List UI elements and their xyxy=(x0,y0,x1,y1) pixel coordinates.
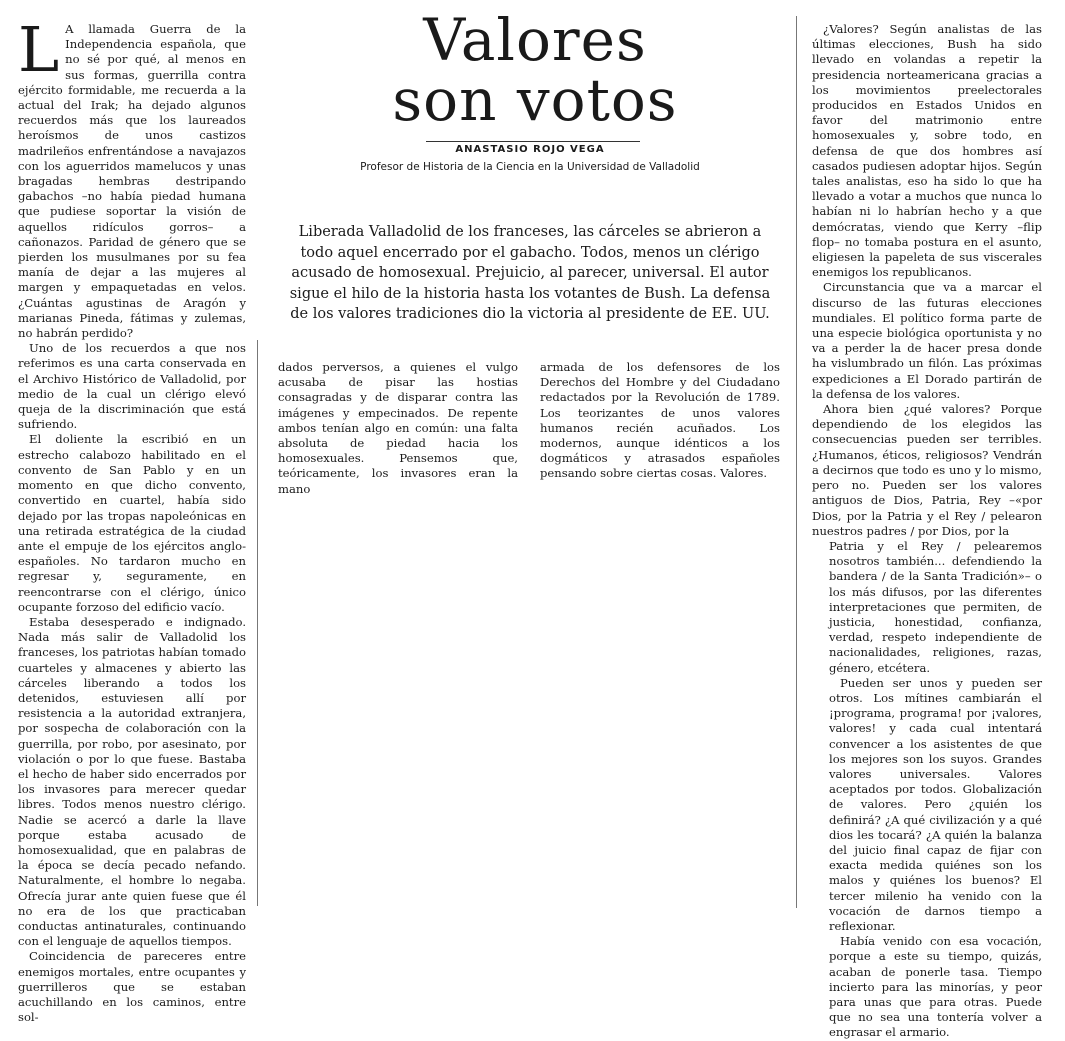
column-rule xyxy=(796,16,797,908)
headline xyxy=(300,6,770,134)
headline-line-2: son votos xyxy=(392,66,678,134)
paragraph: Patria y el Rey / pelearemos nosotros también... defendiendo la bandera / de la Santa Tradición»– o los más difusos, por las diferentes interpretaciones que permiten, de justicia, honestidad, confianza, verdad, respeto independiente de nacionalidades, religiones, razas, género, etcétera. xyxy=(829,538,1042,675)
paragraph: Había venido con esa vocación, porque a este su tiempo, quizás, acaban de ponerle tasa. Tiempo incierto para las minorías, y peor para unas que para otras. Puede que no sea una tontería volver a engrasar el armario. xyxy=(829,934,1042,1040)
column-4 xyxy=(812,22,1042,1041)
column-2 xyxy=(278,360,518,497)
paragraph: ¿Valores? Según analistas de las últimas elecciones, Bush ha sido llevado en volandas a repetir la presidencia norteamericana gracias a los movimientos preelectorales producidos en Estados Unidos en favor del matrimonio entre homosexuales y, sobre todo, en defensa de que dos hombres así casados pudiesen adoptar hijos. Según tales analistas, eso ha sido lo que ha llevado a votar a muchos que nunca lo habían ni lo habrían hecho y a que demócratas, viendo que Kerry –flip flop– no tomaba postura en el asunto, eligiesen la papeleta de sus viscerales enemigos los republicanos. xyxy=(812,22,1042,280)
paragraph: Estaba desesperado e indignado. Nada más salir de Valladolid los franceses, los patriotas habían tomado cuarteles y almacenes y abierto las cárceles liberando a todos los detenidos, estuviesen allí por resistencia a la autoridad extranjera, por sospecha de colaboración con la guerrilla, por robo, por asesinato, por violación o por lo que fuese. Bastaba el hecho de haber sido encerrados por los invasores para merecer quedar libres. Todos menos nuestro clérigo. Nadie se acercó a darle la llave porque estaba acusado de homosexualidad, que en palabras de la época se decía pecado nefando. Naturalmente, el hombre lo negaba. Ofrecía jurar ante quien fuese que él no era de los que practicaban conductas antinaturales, continuando con el lenguaje de aquellos tiempos. xyxy=(18,614,246,949)
indented-block xyxy=(829,539,1042,1041)
paragraph: El doliente la escribió en un estrecho calabozo habilitado en el convento de San Pablo y en un momento en que dicho convento, convertido en cuartel, había sido dejado por las tropas napoleónicas en una retirada estratégica de la ciudad ante el empuje de los ejércitos anglo-españoles. No tardaron mucho en regresar y, seguramente, en reencontrarse con el clérigo, único ocupante forzoso del edificio vacío. xyxy=(18,432,246,614)
paragraph: Pueden ser unos y pueden ser otros. Los mítines cambiarán el ¡programa, programa! por ¡valores, valores! y cada cual intentará convencer a los asistentes de que los mejores son los suyos. Grandes valores universales. Valores aceptados por todos. Globalización de valores. Pero ¿quién los definirá? ¿A qué civilización y a qué dios les tocará? ¿A quién la balanza del juicio final capaz de fijar con exacta medida quiénes son los malos y quiénes los buenos? El tercer milenio ha venido con la vocación de darnos tiempo a reflexionar. xyxy=(829,675,1042,933)
paragraph: dados perversos, a quienes el vulgo acusaba de pisar las hostias consagradas y de disparar contra las imágenes y empecinados. De repente ambos tenían algo en común: una falta absoluta de piedad hacia los homosexuales. Pensemos que, teóricamente, los invasores eran la mano xyxy=(278,360,518,496)
drop-cap: L xyxy=(18,13,60,86)
column-3 xyxy=(540,360,780,482)
paragraph: Uno de los recuerdos a que nos referimos es una carta conservada en el Archivo Histórico de Valladolid, por medio de la cual un clérigo elevó queja de la discriminación que está sufriendo. xyxy=(18,341,246,432)
column-rule xyxy=(257,340,258,906)
paragraph: armada de los defensores de los Derechos del Hombre y del Ciudadano redactados por la Revolución de 1789. Los teorizantes de unos valores humanos recién acuñados. Los modernos, aunque idénticos a los dogmáticos y atrasados españoles pensando sobre ciertas cosas. Valores. xyxy=(540,360,780,481)
lead-paragraph: Liberada Valladolid de los franceses, las cárceles se abrieron a todo aquel encerrado por el gabacho. Todos, menos un clérigo acusado de homosexual. Prejuicio, al parecer, universal. El autor sigue el hilo de la historia hasta los votantes de Bush. La defensa de los valores tradiciones dio la victoria al presidente de EE. UU. xyxy=(289,224,771,323)
author-affiliation: Profesor de Historia de la Ciencia en la Universidad de Valladolid xyxy=(360,161,700,173)
paragraph: Ahora bien ¿qué valores? Porque dependiendo de los elegidos las consecuencias pueden ser terribles. ¿Humanos, éticos, religiosos? Vendrán a decirnos que todo es uno y lo mismo, pero no. Pueden ser los valores antiguos de Dios, Patria, Rey –«por Dios, por la Patria y el Rey / pelearon nuestros padres / por Dios, por la xyxy=(812,402,1042,538)
column-1 xyxy=(18,13,246,1025)
headline-line-1: Valores xyxy=(423,6,647,74)
paragraph: A llamada Guerra de la Independencia española, que no sé por qué, al menos en sus formas, guerrilla contra ejército formidable, me recuerda a la actual del Irak; ha dejado algunos recuerdos más que los laureados heroísmos de unos castizos madrileños enfrentándose a navajazos con los aguerridos mamelucos y unas bragadas hembras destripando gabachos –no había piedad humana que pudiese soportar la visión de aquellos ridículos gorros– a cañonazos. Paridad de género que se pierden los musulmanes por su fea manía de dejar a las mujeres al margen y empaquetadas en velos. ¿Cuántas agustinas de Aragón y marianas Pineda, fátimas y zulemas, no habrán perdido? xyxy=(18,22,246,341)
author-byline: ANASTASIO ROJO VEGA xyxy=(455,144,605,155)
byline-rule xyxy=(426,141,640,142)
paragraph: Circunstancia que va a marcar el discurso de las futuras elecciones mundiales. El político forma parte de una especie biológica oportunista y no va a perder la de hacer presa donde ha vislumbrado un filón. Las próximas expediciones a El Dorado partirán de la defensa de los valores. xyxy=(812,280,1042,401)
paragraph: Coincidencia de pareceres entre enemigos mortales, entre ocupantes y guerrilleros que se estaban acuchillando en los caminos, entre sol- xyxy=(18,949,246,1025)
